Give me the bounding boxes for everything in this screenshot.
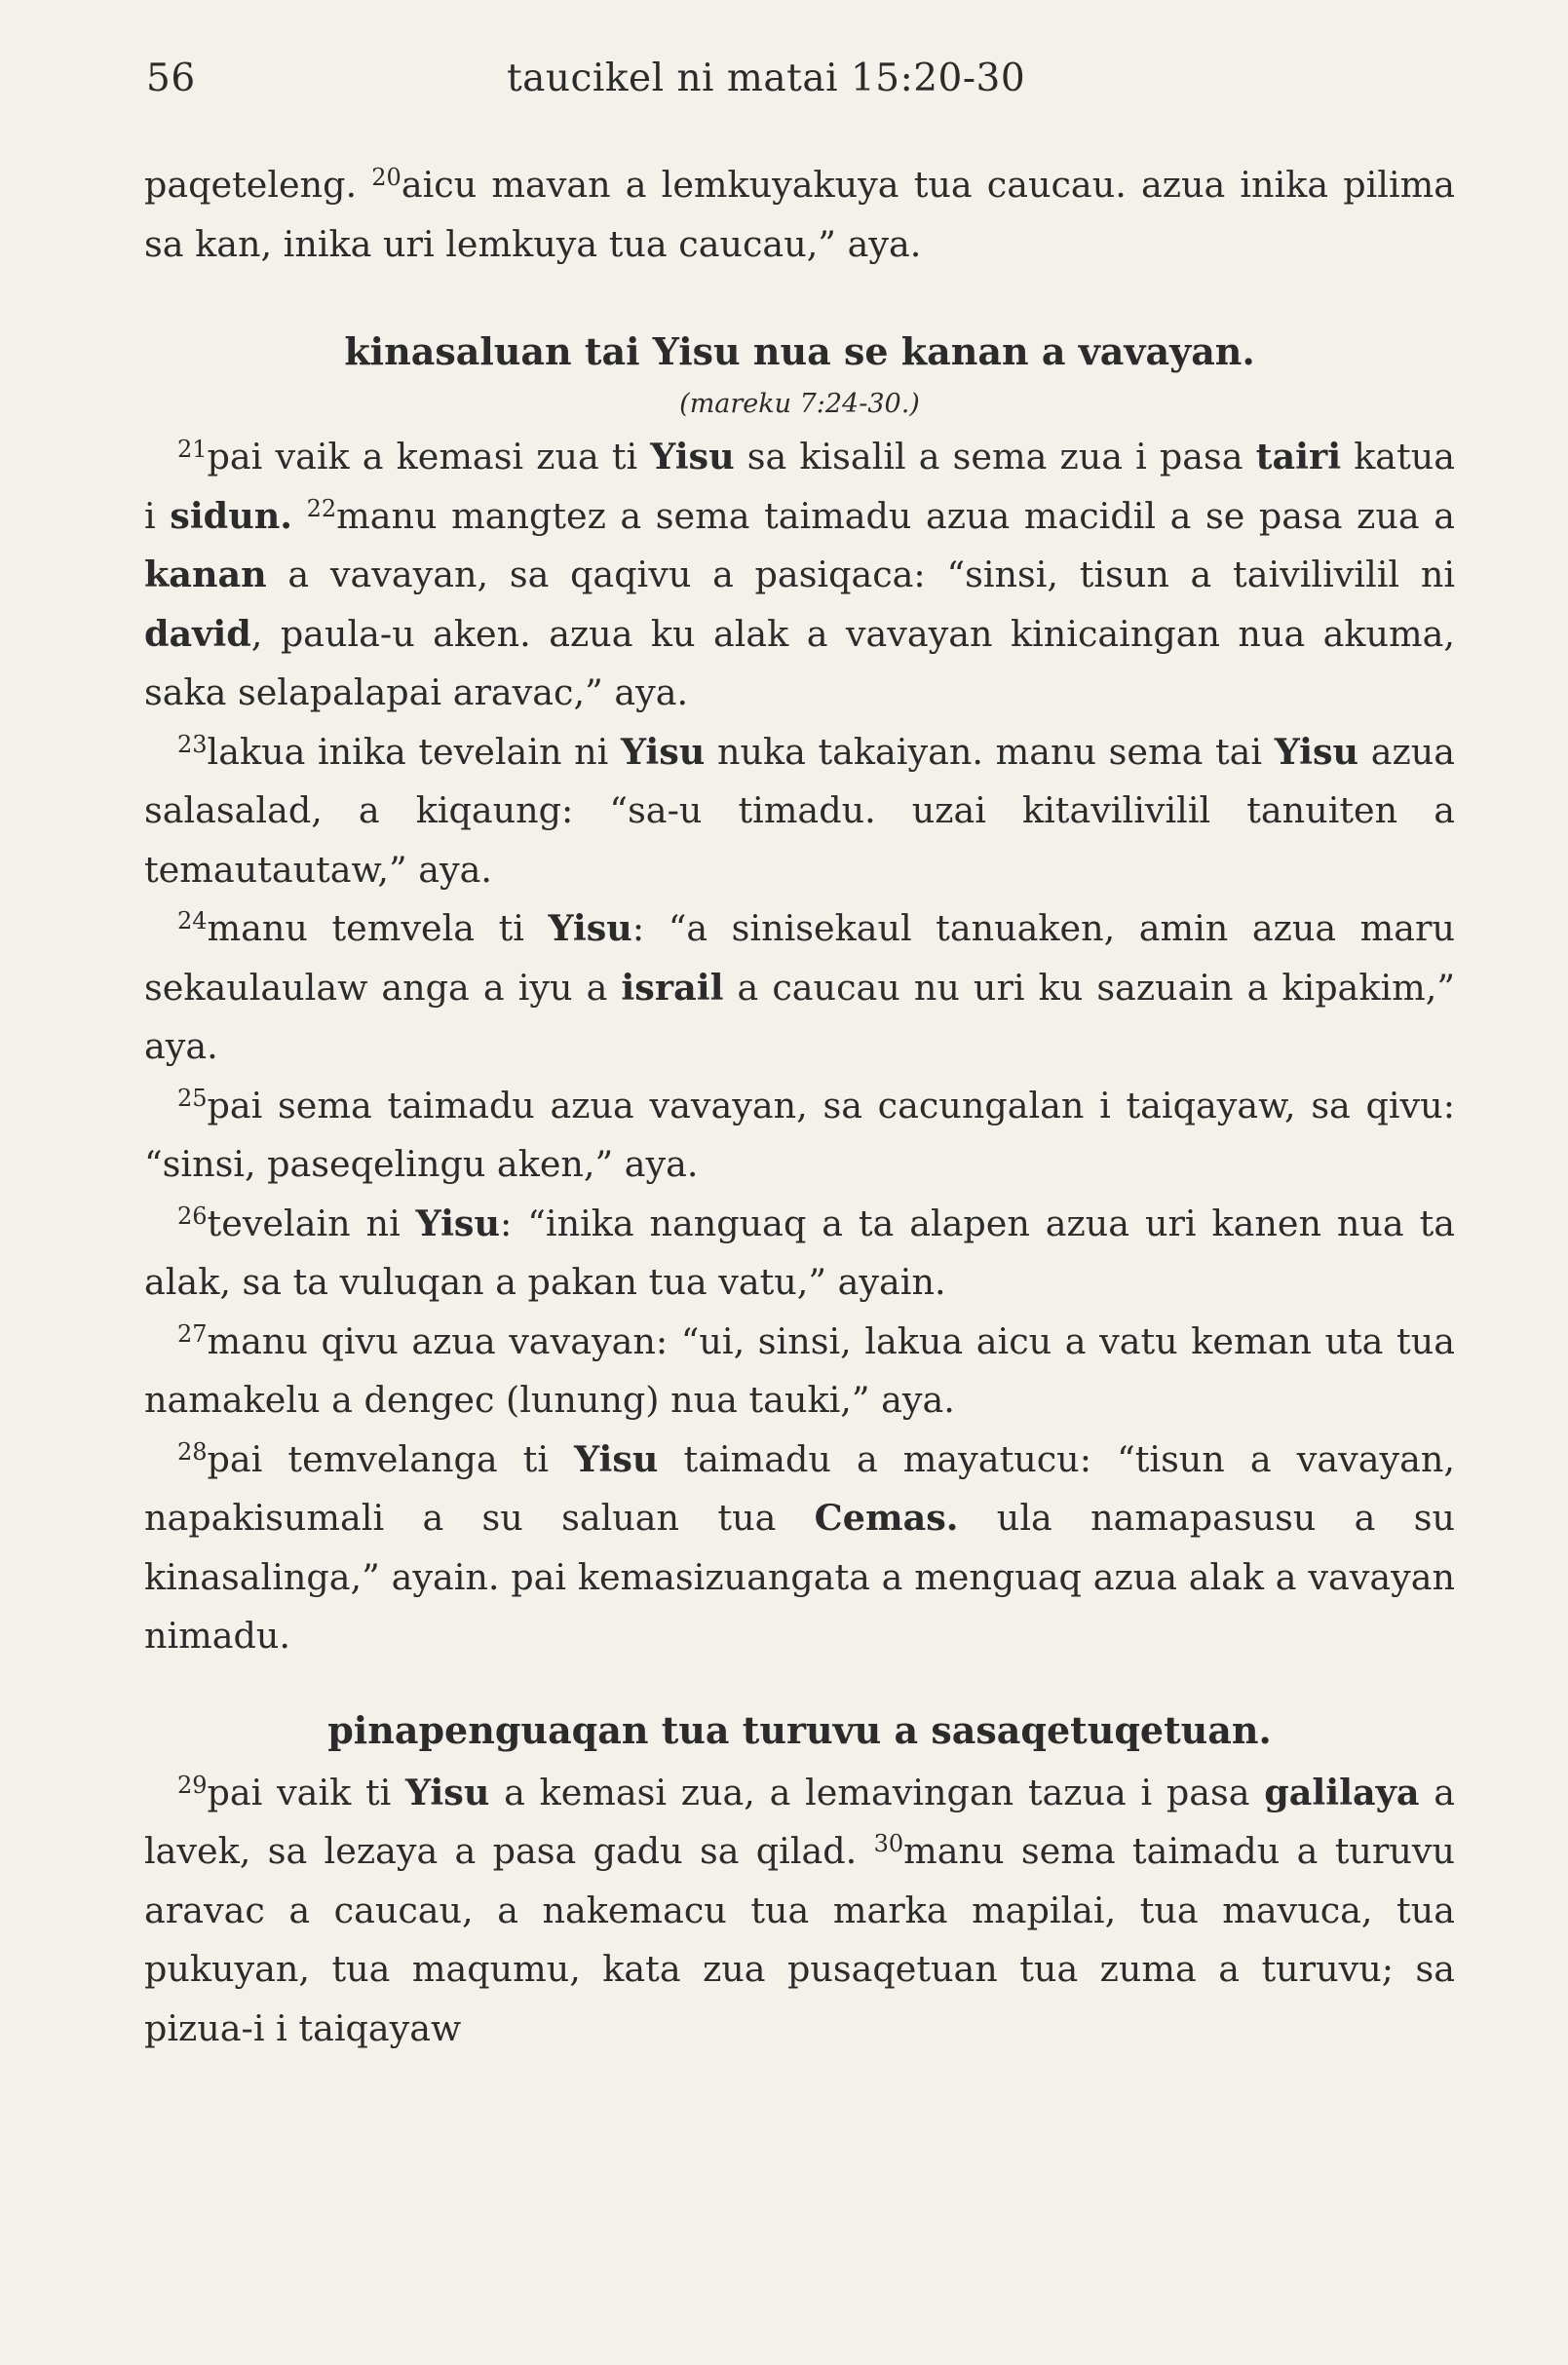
text-run: manu sema taimadu a turuvu aravac a caucau, a nakemacu tua marka mapilai, tua mavuca, tua pukuyan, tua maqumu, kata zua pusaqetuan tua zuma a turuvu; sa pizua-i i taiqayaw <box>144 1830 1455 2049</box>
name-bold: david <box>144 612 251 655</box>
name-bold: Yisu <box>415 1202 501 1244</box>
running-title: taucikel ni matai 15:20-30 <box>507 57 1026 100</box>
verse-number: 21 <box>177 436 208 463</box>
text-run: a lavek, sa lezaya a pasa gadu sa qilad. <box>144 1771 1456 1872</box>
page-header <box>146 57 1364 115</box>
place-bold: tairi <box>1255 436 1342 477</box>
text-run: a kemasi zua, a lemavingan tazua i pasa <box>489 1771 1265 1813</box>
verse-number: 26 <box>177 1202 208 1230</box>
name-bold: Yisu <box>405 1771 490 1813</box>
verse-number: 30 <box>873 1830 904 1857</box>
section-heading: pinapenguaqan tua turuvu a sasaqetuqetuan. <box>327 1707 1272 1752</box>
place-bold: israil <box>621 966 724 1009</box>
text-run: , paula-u aken. azua ku alak a vavayan kinicaingan nua akuma, saka selapalapai aravac,” aya. <box>144 612 1455 713</box>
verse-number: 29 <box>177 1771 208 1799</box>
verse-paragraph <box>144 1313 1455 1430</box>
text-run: manu mangtez a sema taimadu azua macidil a se pasa zua a <box>336 494 1455 537</box>
text-run: pai temvelanga ti <box>207 1437 575 1480</box>
verse-number: 24 <box>177 907 208 935</box>
verse-number: 22 <box>306 494 337 522</box>
verse-number: 25 <box>177 1084 208 1112</box>
scripture-text <box>144 156 1455 2058</box>
text-run: azua salasalad, a kiqaung: “sa-u timadu. uzai kitavilivilil tanuiten a temautautaw,” aya. <box>144 730 1455 891</box>
text-run: lakua inika tevelain ni <box>207 730 621 773</box>
verse-paragraph <box>144 1430 1455 1666</box>
name-bold: Yisu <box>650 436 735 477</box>
spacer <box>144 1666 1455 1701</box>
verse-paragraph <box>144 723 1455 900</box>
text-run: : “a sinisekaul tanuaken, amin azua maru sekaulaulaw anga a iyu a <box>144 907 1456 1009</box>
spacer <box>144 274 1455 323</box>
verse-paragraph <box>144 1764 1455 2059</box>
name-bold: Yisu <box>1274 730 1359 773</box>
parallel-reference: (mareku 7:24-30.) <box>679 389 920 419</box>
text-run: pai vaik ti <box>207 1771 406 1813</box>
verse-paragraph <box>144 1077 1455 1195</box>
text-run: : “inika nanguaq a ta alapen azua uri kanen nua ta alak, sa ta vuluqan a pakan tua vatu,” ayain. <box>144 1202 1455 1303</box>
verse-number: 23 <box>177 730 208 758</box>
paragraph-continuation <box>144 156 1455 274</box>
verse-paragraph <box>144 1195 1455 1313</box>
place-bold: galilaya <box>1264 1771 1420 1813</box>
name-bold: Cemas. <box>814 1497 959 1539</box>
text-run: nuka takaiyan. manu sema tai <box>705 730 1275 773</box>
text-run: manu temvela ti <box>207 907 549 949</box>
text-run: a caucau nu uri ku sazuain a kipakim,” aya. <box>144 966 1455 1067</box>
text-run: pai sema taimadu azua vavayan, sa cacungalan i taiqayaw, sa qivu: “sinsi, paseqelingu aken,” aya. <box>144 1084 1455 1185</box>
text-run: sa kisalil a sema zua i pasa <box>734 436 1256 477</box>
verse-paragraph <box>144 428 1455 723</box>
place-bold: sidun. <box>170 494 292 537</box>
section-heading: kinasaluan tai Yisu nua se kanan a vavayan. <box>344 329 1255 373</box>
name-bold: Yisu <box>548 907 632 949</box>
text-run: taimadu a mayatucu: “tisun a vavayan, napakisumali a su saluan tua <box>144 1437 1455 1539</box>
text-run: tevelain ni <box>207 1202 416 1244</box>
text-run: aicu mavan a lemkuyakuya tua caucau. azua inika pilima sa kan, inika uri lemkuya tua caucau,” aya. <box>144 164 1455 265</box>
text-run: paqeteleng. <box>144 164 358 206</box>
text-run: a vavayan, sa qaqivu a pasiqaca: “sinsi, tisun a taivilivilil ni <box>266 553 1455 595</box>
page-number: 56 <box>146 57 196 100</box>
text-run: pai vaik a kemasi zua ti <box>207 436 651 477</box>
place-bold: kanan <box>144 553 267 595</box>
name-bold: Yisu <box>620 730 706 773</box>
verse-number: 28 <box>177 1437 208 1466</box>
verse-number: 27 <box>177 1319 208 1348</box>
text-run: manu qivu azua vavayan: “ui, sinsi, lakua aicu a vatu keman uta tua namakelu a dengec (lunung) nua tauki,” aya. <box>144 1319 1455 1421</box>
verse-paragraph <box>144 899 1455 1077</box>
text-run: ula namapasusu a su kinasalinga,” ayain. pai kemasizuangata a menguaq azua alak a vavayan nimadu. <box>144 1497 1455 1657</box>
name-bold: Yisu <box>574 1437 659 1480</box>
verse-number: 20 <box>371 164 402 191</box>
text-run: katua i <box>144 436 1456 537</box>
